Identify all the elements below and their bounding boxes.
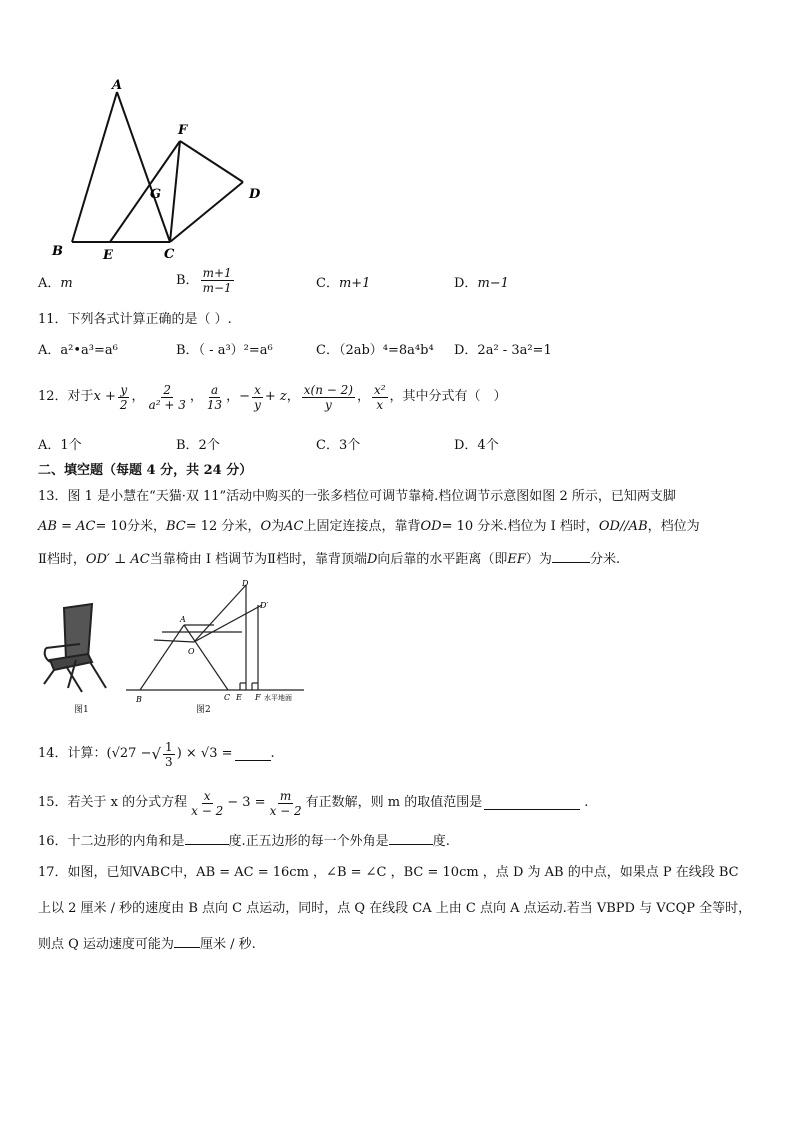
q10-option-a: A．m xyxy=(38,276,73,291)
fig2-label-e: E xyxy=(236,693,242,702)
q17-line-2: 上以 2 厘米 / 秒的速度由 B 点向 C 点运动，同时，点 Q 在线段 CA 上由 C 点向 A 点运动.若当 VBPD 与 VCQP 全等时， xyxy=(38,901,752,916)
fig2-ground-label: 水平地面 xyxy=(264,694,292,702)
section-heading-fill-blank: 二、填空题（每题 4 分，共 24 分） xyxy=(38,463,253,478)
q12-stem: 12．对于 x + $\frac{y}{2}$ ， $\frac{2}{\text{a² + 3}}$ ， $\frac{a}{13}$ ， − $\frac{x}{y}$ + z ， $\frac{x(n - 2)}{y}$ ， $\frac{\text{x²}}{x}$ ，其中分式有（ ） xyxy=(38,382,507,412)
fig1-caption-label: 图1 xyxy=(74,705,89,715)
q11-stem: 11．下列各式计算正确的是（ ）. xyxy=(38,312,232,327)
q12-expr-4-fraction: $\frac{x}{y}$ xyxy=(254,382,261,412)
q13-line-1: 13．图 1 是小慧在“天猫·双 11”活动中购买的一张多档位可调节靠椅.档位调节示意图如图 2 所示，已知两支脚 xyxy=(38,489,676,504)
q12-option-b: B．2个 xyxy=(176,438,220,453)
q17-answer-blank[interactable] xyxy=(174,935,200,948)
q14-fraction: $\frac{1}{3}$ xyxy=(165,739,173,769)
fig2-label-a: A xyxy=(180,615,186,624)
fig2-label-d: D xyxy=(242,580,249,588)
fig2-label-b: B xyxy=(136,695,142,704)
fig2-label-f: F xyxy=(255,693,261,702)
fig2-label-o: O xyxy=(188,647,195,656)
q15-fraction-2: $\frac{m}{x - 2}$ xyxy=(269,788,302,818)
label-a: A xyxy=(112,78,123,93)
q10-option-d: D．m−1 xyxy=(454,276,509,291)
q12-option-a: A．1个 xyxy=(38,438,82,453)
q12-expr-6-fraction: $\frac{\text{x²}}{x}$ xyxy=(373,382,386,412)
q13-line-2: AB = AC= 10分米，BC= 12 分米，O为AC上固定连接点，靠背OD= 10 分米.档位为 Ⅰ 档时，OD//AB，档位为 xyxy=(38,519,700,534)
fig2-label-d-prime: D′ xyxy=(260,601,269,610)
q11-option-b: B．（ - a³）²=a⁶ xyxy=(176,343,273,358)
chair-figure xyxy=(36,600,116,700)
q11-option-c: C．（2ab）⁴=8a⁴b⁴ xyxy=(316,343,434,358)
q15-answer-blank[interactable] xyxy=(484,797,580,810)
triangle-figure xyxy=(40,72,280,262)
q12-expr-3-fraction: $\frac{a}{13}$ xyxy=(206,382,223,412)
label-c: C xyxy=(164,247,175,262)
q11-option-a: A．a²•a³=a⁶ xyxy=(38,343,118,358)
q12-expr-2-fraction: $\frac{2}{\text{a² + 3}}$ xyxy=(148,382,186,412)
chair-geometry-figure xyxy=(124,580,314,710)
fig2-caption: 图2 xyxy=(196,705,211,715)
label-b: B xyxy=(52,244,63,259)
q12-expr-5-fraction: $\frac{x(n - 2)}{y}$ xyxy=(303,382,353,412)
q15-fraction-1: $\frac{x}{x - 2}$ xyxy=(191,788,224,818)
q17-line-1: 17．如图，已知VABC中，AB = AC = 16cm ，∠B = ∠C ，BC = 10cm ，点 D 为 AB 的中点，如果点 P 在线段 BC xyxy=(38,865,739,880)
q14-line: 14．计算： (√27 − √ $\frac{1}{3}$ ) × √3 = . xyxy=(38,739,275,769)
q16-answer-blank-2[interactable] xyxy=(389,832,433,845)
fig2-label-c: C xyxy=(224,693,231,702)
q16-line: 16．十二边形的内角和是 度.正五边形的每一个外角是 度. xyxy=(38,834,450,849)
q13-line-3: Ⅱ档时，OD′ ⊥ AC当靠椅由 Ⅰ 档调节为Ⅱ档时，靠背顶端D向后靠的水平距离（即EF）为 分米. xyxy=(38,552,621,567)
q13-answer-blank[interactable] xyxy=(552,550,590,563)
q11-option-d: D．2a² - 3a²=1 xyxy=(454,343,552,358)
sqrt-icon: √ xyxy=(151,745,162,763)
label-g: G xyxy=(150,187,162,202)
q15-line: 15．若关于 x 的分式方程 $\frac{x}{x - 2}$ − 3 = $\frac{m}{x - 2}$ 有正数解，则 m 的取值范围是 . xyxy=(38,788,589,818)
q12-option-d: D．4个 xyxy=(454,438,499,453)
q10-option-c: C．m+1 xyxy=(316,276,371,291)
q14-answer-blank[interactable] xyxy=(235,748,271,761)
label-f: F xyxy=(178,123,188,138)
q17-line-3: 则点 Q 运动速度可能为 厘米 / 秒. xyxy=(38,937,256,952)
q10-option-b: B． $\frac{m+1}{m-1}$ xyxy=(176,266,232,295)
q12-option-c: C．3个 xyxy=(316,438,361,453)
label-e: E xyxy=(103,248,113,262)
q10-fraction: $\frac{m+1}{m-1}$ xyxy=(202,266,232,295)
q12-expr-1-fraction: $\frac{y}{2}$ xyxy=(119,382,128,412)
q16-answer-blank-1[interactable] xyxy=(185,832,229,845)
label-d: D xyxy=(249,187,261,202)
